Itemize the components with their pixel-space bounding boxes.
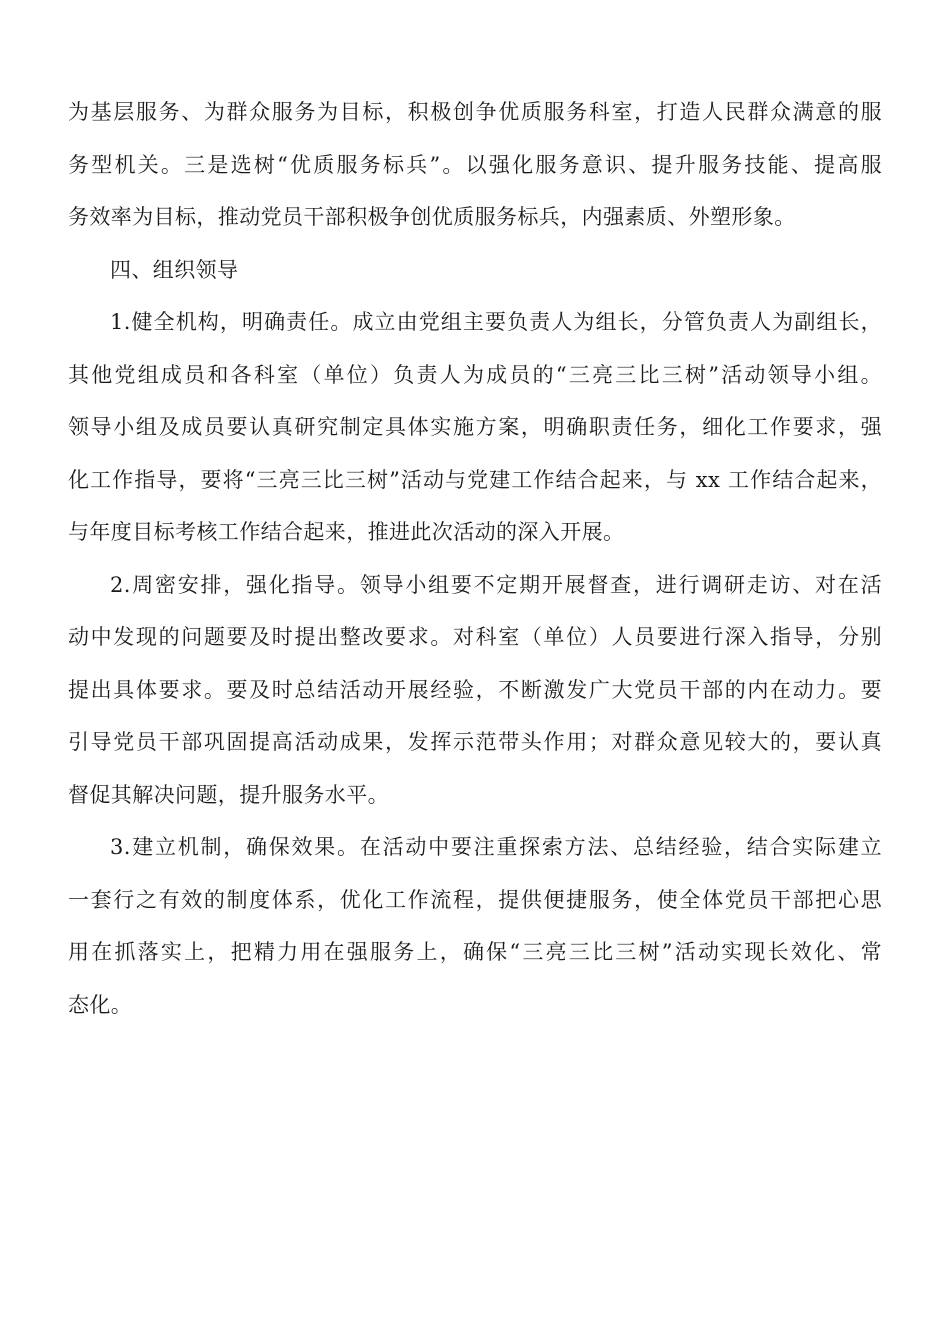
- text-line: 2.周密安排，强化指导。领导小组要不定期开展督查，进行调研走访、对在活: [110, 572, 882, 597]
- text-line: 用在抓落实上，把精力用在强服务上，确保“三亮三比三树”活动实现长效化、常: [68, 940, 882, 964]
- paragraph-item-3: [68, 821, 882, 1031]
- text-line: 务效率为目标，推动党员干部积极争创优质服务标兵，内强素质、外塑形象。: [68, 205, 796, 229]
- text-line: 3.建立机制，确保效果。在活动中要注重探索方法、总结经验，结合实际建立: [110, 835, 882, 859]
- text-line: 一套行之有效的制度体系，优化工作流程，提供便捷服务，使全体党员干部把心思: [68, 887, 882, 912]
- text-line: 督促其解决问题，提升服务水平。: [68, 782, 389, 807]
- text-line: 领导小组及成员要认真研究制定具体实施方案，明确职责任务，细化工作要求，强: [68, 415, 882, 439]
- heading-text: 四、组织领导: [110, 257, 239, 282]
- text-line: 为基层服务、为群众服务为目标，积极创争优质服务科室，打造人民群众满意的服: [68, 100, 882, 124]
- text-line: 提出具体要求。要及时总结活动开展经验，不断激发广大党员干部的内在动力。要: [68, 677, 882, 702]
- paragraph-item-2: [68, 559, 882, 822]
- text-line: 化工作指导，要将“三亮三比三树”活动与党建工作结合起来，与 xx 工作结合起来，: [68, 467, 882, 492]
- paragraph-continuation: [68, 86, 882, 244]
- section-heading: [68, 244, 882, 297]
- paragraph-item-1: [68, 296, 882, 559]
- text-line: 动中发现的问题要及时提出整改要求。对科室（单位）人员要进行深入指导，分别: [68, 625, 882, 649]
- text-line: 务型机关。三是选树“优质服务标兵”。以强化服务意识、提升服务技能、提高服: [68, 152, 882, 177]
- text-line: 引导党员干部巩固提高活动成果，发挥示范带头作用；对群众意见较大的，要认真: [68, 730, 882, 754]
- text-line: 态化。: [68, 992, 133, 1017]
- document-body: [68, 86, 882, 1031]
- text-line: 其他党组成员和各科室（单位）负责人为成员的“三亮三比三树”活动领导小组。: [68, 362, 882, 387]
- text-line: 1.健全机构，明确责任。成立由党组主要负责人为组长，分管负责人为副组长，: [110, 310, 882, 334]
- text-line: 与年度目标考核工作结合起来，推进此次活动的深入开展。: [68, 520, 625, 544]
